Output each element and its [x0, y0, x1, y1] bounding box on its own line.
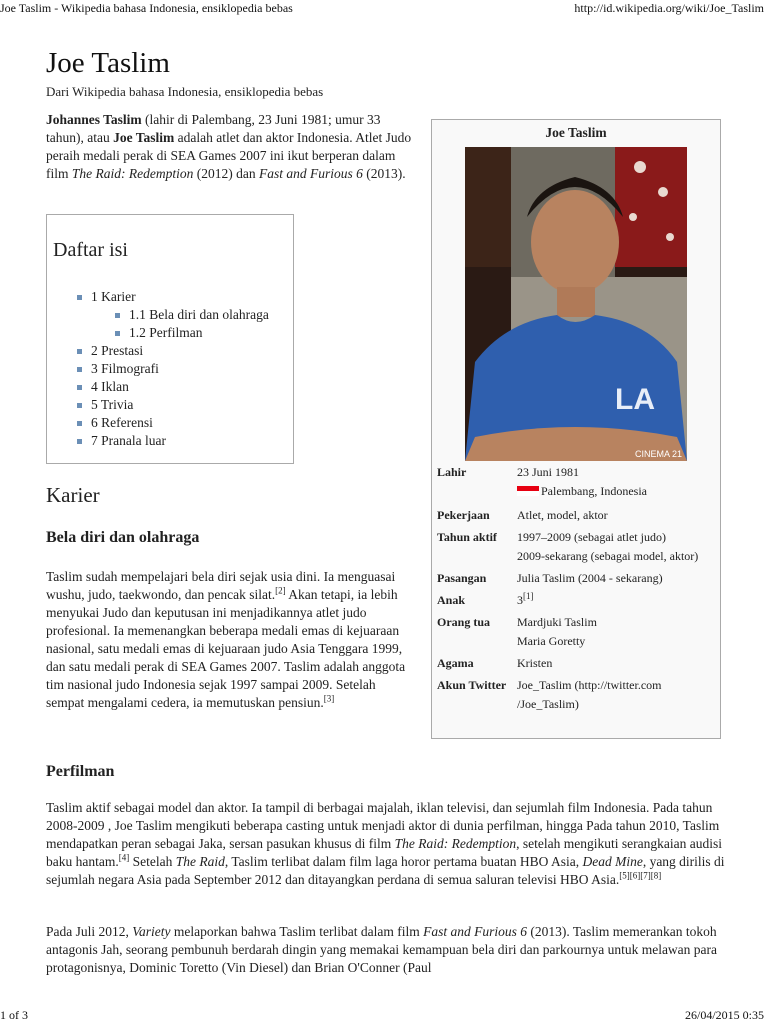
portrait-image	[465, 147, 687, 461]
parent-name: Mardjuki Taslim	[517, 615, 597, 629]
reference-link[interactable]: [5][6][7][8]	[619, 870, 662, 881]
infobox-value	[517, 463, 719, 501]
lead-paragraph	[46, 111, 418, 183]
infobox-key: Anak	[437, 593, 466, 607]
toc-link[interactable]: 7 Pranala luar	[91, 433, 166, 448]
toc-item[interactable]	[47, 288, 293, 306]
toc-item[interactable]	[47, 378, 293, 396]
lead-bold-name: Johannes Taslim	[46, 112, 142, 127]
perfilman-paragraph-1	[46, 799, 726, 889]
body-text: Akan tetapi, ia lebih menyukai Judo dan keputusan ini menjadikannya atlet judo profesional. Ia memenangkan beberapa medali emas di kejuaraan nasional, satu medali emas di kejuaraan judo Asia Tenggara 1999, dan satu medali perak di SEA Games 2007. Taslim adalah anggota tim nasional judo Indonesia sejak 1997 sampai 2009. Setelah sempat mengalami cedera, ia memutuskan pensiun.	[46, 587, 406, 710]
indonesia-flag-icon	[517, 486, 539, 496]
body-text: Setelah	[129, 854, 176, 869]
film-link-ff6[interactable]: Fast and Furious 6	[423, 924, 527, 939]
toc-link[interactable]: 4 Iklan	[91, 379, 129, 394]
infobox-value	[517, 613, 719, 651]
infobox-value: Julia Taslim (2004 - sekarang)	[517, 571, 663, 585]
body-text: (2013). Taslim memerankan tokoh antagonis Jah, seorang pembunuh berdarah dingin yang memakai kemampuan bela diri dan parkournya untuk melawan para protagonisnya, Dominic Toretto (Vin Diesel) dan Brian O'Conner (Paul	[46, 924, 718, 975]
toc-link[interactable]: 1 Karier	[91, 289, 136, 304]
infobox-row-agama	[437, 654, 719, 673]
toc-item[interactable]	[47, 414, 293, 432]
body-text: , Taslim terlibat dalam film laga horor pertama buatan HBO Asia,	[224, 854, 583, 869]
bullet-icon	[77, 403, 82, 408]
print-footer-page: 1 of 3	[0, 1008, 28, 1022]
bullet-icon	[77, 385, 82, 390]
bullet-icon	[115, 331, 120, 336]
infobox	[431, 119, 721, 739]
toc-item[interactable]	[47, 432, 293, 450]
toc-link[interactable]: 5 Trivia	[91, 397, 134, 412]
infobox-row-orang-tua	[437, 613, 719, 651]
infobox-value	[517, 591, 719, 610]
toc-list	[47, 288, 293, 450]
bela-diri-paragraph	[46, 568, 416, 712]
reference-link[interactable]: [2]	[275, 585, 286, 596]
toc-link[interactable]: 2 Prestasi	[91, 343, 144, 358]
infobox-value: Atlet, model, aktor	[517, 508, 608, 522]
print-footer-date: 26/04/2015 0:35	[684, 1008, 764, 1022]
toc-heading: Daftar isi	[53, 239, 128, 261]
body-text: , setelah mengikuti serangkaian audisi baku hantam.	[46, 836, 722, 869]
active-years-2: 2009-sekarang (sebagai model, aktor)	[517, 549, 699, 563]
page-title: Joe Taslim	[46, 47, 170, 79]
bullet-icon	[77, 349, 82, 354]
bullet-icon	[77, 439, 82, 444]
lead-text: (2012) dan	[193, 166, 259, 181]
print-header-url: http://id.wikipedia.org/wiki/Joe_Taslim	[574, 1, 764, 15]
toc-link[interactable]: 3 Filmografi	[91, 361, 159, 376]
birth-date[interactable]: 23 Juni 1981	[517, 465, 580, 479]
infobox-title: Joe Taslim	[545, 125, 607, 140]
birth-place-link[interactable]: Palembang, Indonesia	[541, 484, 647, 498]
body-text: melaporkan bahwa Taslim terlibat dalam film	[170, 924, 424, 939]
infobox-key: Akun Twitter	[437, 678, 507, 692]
film-link-raid[interactable]: The Raid: Redemption	[71, 166, 194, 181]
section-heading-perfilman: Perfilman	[46, 763, 115, 780]
parent-name: Maria Goretty	[517, 634, 586, 648]
toc-link[interactable]: 1.2 Perfilman	[129, 325, 203, 340]
film-link-raid-short[interactable]: The Raid	[175, 854, 225, 869]
toc-item[interactable]	[47, 342, 293, 360]
infobox-row-anak	[437, 591, 719, 610]
infobox-table	[437, 463, 719, 714]
section-heading-karier: Karier	[46, 483, 100, 507]
infobox-key: Tahun aktif	[437, 530, 497, 544]
children-count: 3	[517, 593, 523, 607]
infobox-key: Pasangan	[437, 571, 487, 585]
bullet-icon	[115, 313, 120, 318]
print-header-title: Joe Taslim - Wikipedia bahasa Indonesia, ensiklopedia bebas	[0, 1, 293, 15]
perfilman-paragraph-2	[46, 923, 726, 977]
body-text: Taslim aktif sebagai model dan aktor. Ia tampil di berbagai majalah, iklan televisi, dan sejumlah film Indonesia. Pada tahun 2008-2009 , Joe Taslim mengikuti beberapa casting untuk menjadi aktor di dunia perfilman, hingga Pada tahun 2010, Taslim mendapatkan peran sebagai Jaka, sersan pasukan khusus di film	[46, 800, 720, 851]
infobox-key: Agama	[437, 656, 474, 670]
table-of-contents	[46, 214, 294, 464]
reference-link[interactable]: [1]	[523, 591, 534, 601]
reference-link[interactable]: [4]	[118, 852, 130, 863]
toc-link[interactable]: 1.1 Bela diri dan olahraga	[129, 307, 269, 322]
infobox-row-tahun-aktif	[437, 528, 719, 566]
lead-text: adalah atlet dan aktor Indonesia. Atlet Judo peraih medali perak di SEA Games 2007 ini ikut berperan dalam film	[46, 130, 412, 181]
infobox-row-twitter	[437, 676, 719, 714]
infobox-value	[517, 528, 719, 566]
bullet-icon	[77, 367, 82, 372]
toc-link[interactable]: 6 Referensi	[91, 415, 153, 430]
infobox-value[interactable]: Kristen	[517, 656, 553, 670]
toc-item[interactable]	[47, 324, 293, 342]
page-header	[46, 40, 726, 100]
birth-place	[517, 482, 719, 501]
photo-watermark: CINEMA 21	[635, 449, 683, 459]
film-link-ff6[interactable]: Fast and Furious 6	[258, 166, 363, 181]
film-link-dead-mine[interactable]: Dead Mine	[582, 854, 643, 869]
lead-text: (2013).	[362, 166, 406, 181]
lead-bold-alias: Joe Taslim	[113, 130, 175, 145]
page-tagline: Dari Wikipedia bahasa Indonesia, ensiklopedia bebas	[46, 84, 324, 99]
section-heading-bela-diri: Bela diri dan olahraga	[46, 529, 200, 546]
toc-item[interactable]	[47, 360, 293, 378]
toc-item[interactable]	[47, 396, 293, 414]
publication-link-variety[interactable]: Variety	[132, 924, 171, 939]
infobox-row-pekerjaan	[437, 506, 719, 525]
infobox-row-pasangan	[437, 569, 719, 588]
infobox-key: Lahir	[437, 465, 467, 479]
body-text: , yang dirilis di sejumlah negara Asia pada September 2012 dan ditayangkan perdana di semua saluran televisi HBO Asia.	[46, 854, 725, 887]
infobox-key: Pekerjaan	[437, 508, 490, 522]
body-text: Taslim sudah mempelajari bela diri sejak usia dini. Ia menguasai wushu, judo, taekwondo, dan pencak silat.	[46, 569, 396, 602]
reference-link[interactable]: [3]	[323, 693, 335, 704]
bullet-icon	[77, 421, 82, 426]
bullet-icon	[77, 295, 82, 300]
lead-text: (lahir di Palembang, 23 Juni 1981; umur 33 tahun), atau	[46, 112, 381, 145]
active-years-1: 1997–2009 (sebagai atlet judo)	[517, 530, 666, 544]
body-text: Pada Juli 2012,	[46, 924, 133, 939]
infobox-row-lahir	[437, 463, 719, 501]
infobox-key: Orang tua	[437, 615, 491, 629]
toc-item[interactable]	[47, 306, 293, 324]
portrait-photo[interactable]	[465, 147, 687, 461]
svg-text:LA: LA	[615, 383, 655, 416]
film-link-raid[interactable]: The Raid: Redemption	[394, 836, 517, 851]
twitter-link[interactable]: Joe_Taslim (http://twitter.com /Joe_Taslim)	[517, 678, 662, 711]
